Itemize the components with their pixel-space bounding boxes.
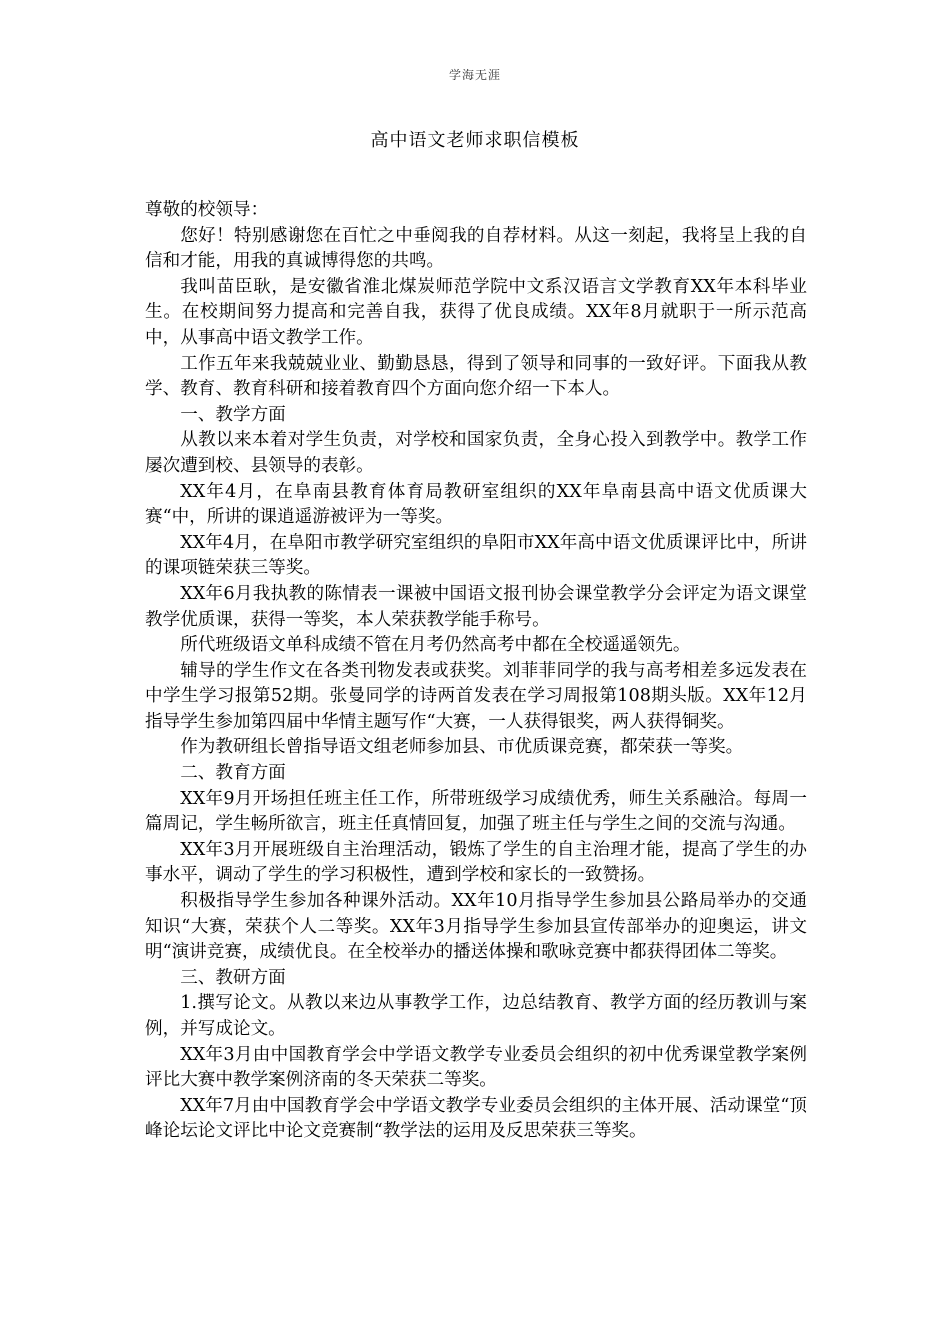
paragraph: 1.撰写论文。从教以来边从事教学工作，边总结教育、教学方面的经历教训与案例，并写成论文。 [145,993,807,1039]
paragraph: 所代班级语文单科成绩不管在月考仍然高考中都在全校遥遥领先。 [180,635,691,656]
section-heading: 二、教育方面 [180,763,286,784]
paragraph: XX年3月开展班级自主治理活动，锻炼了学生的自主治理才能，提高了学生的办事水平，调动了学生的学习积极性，遭到学校和家长的一致赞扬。 [145,839,807,886]
salutation: 尊敬的校领导： [145,200,269,220]
paragraph: 作为教研组长曾指导语文组老师参加县、市优质课竞赛，都荣获一等奖。 [180,737,744,758]
section-heading: 三、教研方面 [180,967,286,988]
document-title: 高中语文老师求职信模板 [370,130,580,151]
letter-body [145,198,807,1145]
paragraph: XX年6月我执教的陈情表一课被中国语文报刊协会课堂教学分会评定为语文课堂教学优质课，获得一等奖，本人荣获教学能手称号。 [145,583,807,630]
paragraph: 您好！特别感谢您在百忙之中垂阅我的自荐材料。从这一刻起，我将呈上我的自信和才能，用我的真诚博得您的共鸣。 [145,225,807,272]
paragraph: XX年9月开场担任班主任工作，所带班级学习成绩优秀，师生关系融洽。每周一篇周记，学生畅所欲言，班主任真情回复，加强了班主任与学生之间的交流与沟通。 [145,788,807,835]
page-header: 学海无涯 [448,68,501,82]
paragraph: 从教以来本着对学生负责，对学校和国家负责，全身心投入到教学中。教学工作屡次遭到校、县领导的表彰。 [145,430,807,476]
paragraph: XX年4月，在阜阳市教学研究室组织的阜阳市XX年高中语文优质课评比中，所讲的课项链荣获三等奖。 [145,532,807,579]
paragraph: XX年7月由中国教育学会中学语文教学专业委员会组织的主体开展、活动课堂“顶峰论坛论文评比中论文竞赛制“教学法的运用及反思荣获三等奖。 [145,1095,807,1142]
paragraph: XX年3月由中国教育学会中学语文教学专业委员会组织的初中优秀课堂教学案例评比大赛中教学案例济南的冬天荣获二等奖。 [145,1044,807,1091]
paragraph: 积极指导学生参加各种课外活动。XX年10月指导学生参加县公路局举办的交通知识“大赛，荣获个人二等奖。XX年3月指导学生参加县宣传部举办的迎奥运，讲文明“演讲竞赛，成绩优良。在全校举办的播送体操和歌咏竞赛中都获得团体二等奖。 [145,891,807,963]
paragraph: 工作五年来我兢兢业业、勤勤恳恳，得到了领导和同事的一致好评。下面我从教学、教育、教育科研和接着教育四个方面向您介绍一下本人。 [145,353,807,400]
section-heading: 一、教学方面 [180,404,286,425]
paragraph: 辅导的学生作文在各类刊物发表或获奖。刘菲菲同学的我与高考相差多远发表在中学生学习报第52期。张曼同学的诗两首发表在学习周报第108期头版。XX年12月指导学生参加第四届中华情主题写作“大赛，一人获得银奖，两人获得铜奖。 [145,660,807,732]
paragraph: 我叫苗臣耿，是安徽省淮北煤炭师范学院中文系汉语言文学教育XX年本科毕业生。在校期间努力提高和完善自我，获得了优良成绩。XX年8月就职于一所示范高中，从事高中语文教学工作。 [145,276,807,348]
paragraph: XX年4月，在阜南县教育体育局教研室组织的XX年阜南县高中语文优质课大赛“中，所讲的课逍遥游被评为一等奖。 [145,481,807,528]
